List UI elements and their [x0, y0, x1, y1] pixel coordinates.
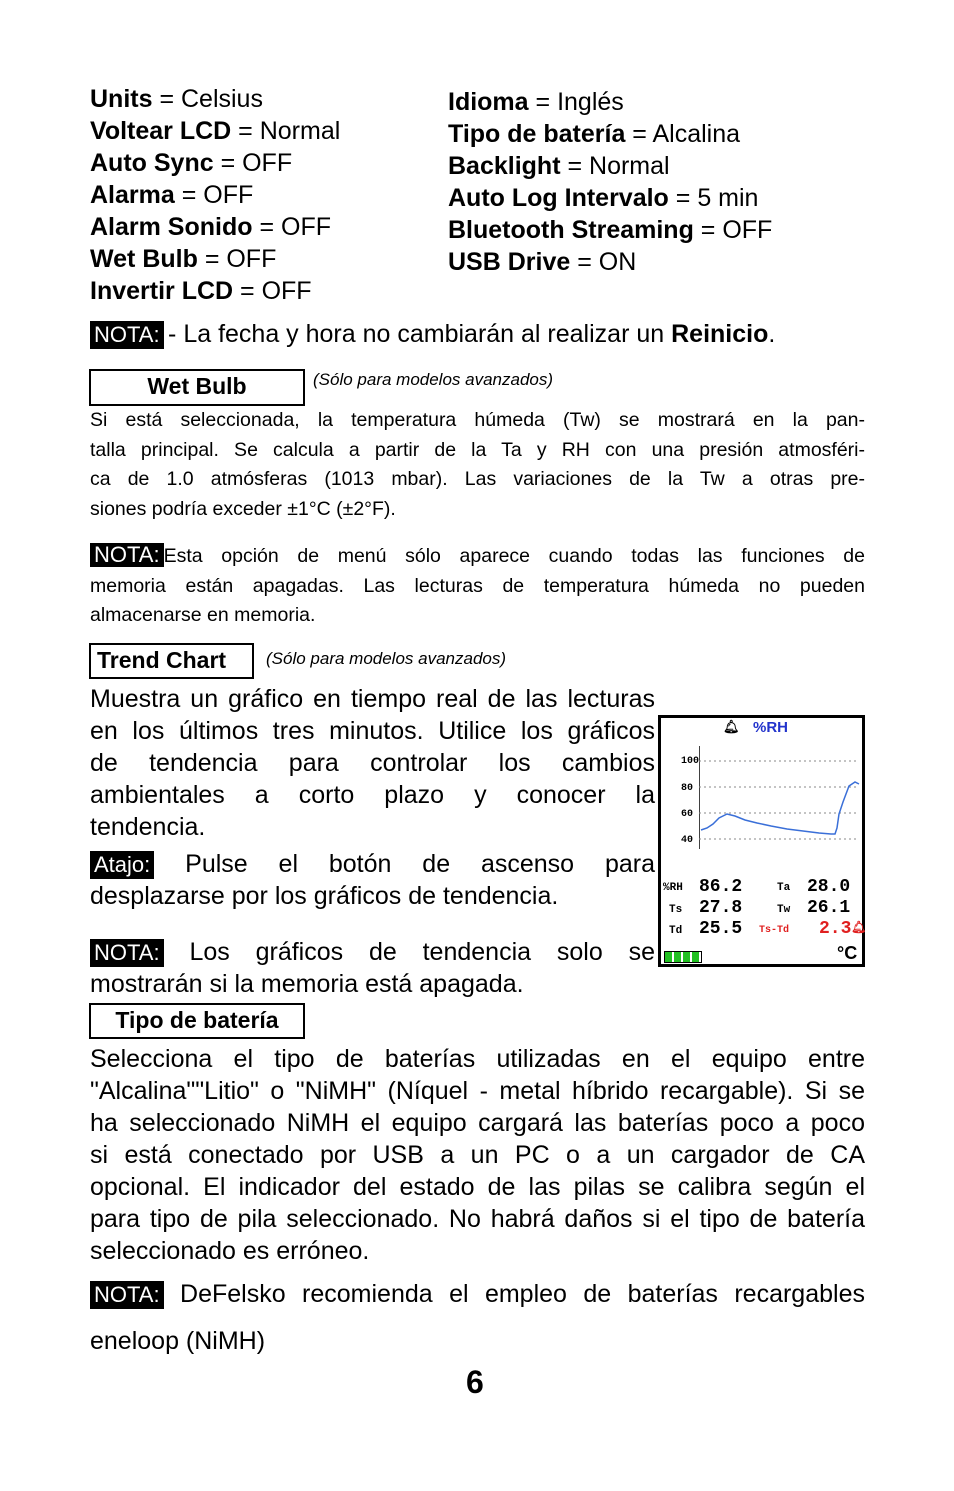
- reading-label: Ts-Td: [759, 925, 790, 936]
- reading-value: 25.5: [699, 919, 743, 939]
- section-title-trend-chart: Trend Chart: [89, 643, 254, 679]
- setting-item: Auto Sync = OFF: [90, 149, 293, 177]
- reading-label: Ta: [777, 882, 791, 894]
- section-title-battery: Tipo de batería: [89, 1003, 305, 1039]
- reading-label: Ts: [669, 904, 683, 916]
- reading-value: 2.3: [819, 919, 852, 939]
- advanced-models-hint: (Sólo para modelos avanzados): [266, 649, 507, 668]
- setting-item: Units = Celsius: [90, 85, 263, 113]
- reading-value: 86.2: [699, 877, 743, 897]
- setting-item: Backlight = Normal: [448, 152, 670, 180]
- setting-item: Idioma = Inglés: [448, 88, 624, 116]
- setting-item: Tipo de batería = Alcalina: [448, 120, 741, 148]
- gauge-lcd-screen: [658, 715, 865, 967]
- alarm-bell-icon: 🔔︎: [851, 921, 867, 935]
- note-reset: [90, 320, 775, 349]
- setting-item: Voltear LCD = Normal: [90, 117, 341, 145]
- note-tag: NOTA:: [90, 321, 164, 349]
- reading-value: 28.0: [807, 877, 851, 897]
- setting-item: Invertir LCD = OFF: [90, 277, 312, 305]
- reading-label: Td: [669, 925, 683, 937]
- page-number: 6: [466, 1364, 484, 1400]
- y-tick: 100: [681, 756, 700, 767]
- trend-note: NOTA: Los gráficos de tendencia solo se mostrarán si la memoria está apagada.: [90, 938, 655, 998]
- battery-note-line2: eneloop (NiMH): [90, 1327, 266, 1355]
- section-title-wet-bulb: Wet Bulb: [89, 369, 305, 406]
- wet-bulb-description: Si está seleccionada, la temperatura húmeda (Tw) se mostrará en la pan- talla principal. Se calcula a partir de la Ta y RH con una presión atmosféri- ca de 1.0 atmósferas (1013 mbar). Las variaciones de la Tw a otras pre- siones podría exceder ±1°C (±2°F).: [90, 409, 865, 520]
- reading-value: 26.1: [807, 898, 851, 918]
- bell-icon: 🔔︎: [723, 720, 740, 735]
- setting-item: USB Drive = ON: [448, 248, 637, 276]
- y-tick: 60: [681, 809, 694, 820]
- note-tag: NOTA:: [90, 939, 164, 967]
- shortcut-tag: Atajo:: [90, 851, 154, 879]
- note-tag: NOTA:: [90, 543, 164, 567]
- battery-description: Selecciona el tipo de baterías utilizadas en el equipo entre "Alcalina""Litio" o "NiMH" (Níquel - metal híbrido recargable). Si se ha seleccionado NiMH el equipo cargará las baterías poco a poco si está conectado por USB a un PC o a un cargador de CA opcional. El indicador del estado de las pilas se calibra según el para tipo de pila seleccionado. No habrá daños si el tipo de batería seleccionado es erróneo.: [90, 1045, 865, 1265]
- note-text: - La fecha y hora no cambiarán al realizar un Reinicio.: [168, 320, 776, 348]
- battery-note: NOTA: DeFelsko recomienda el empleo de baterías recargables: [90, 1278, 865, 1310]
- reading-label: %RH: [663, 882, 683, 894]
- settings-right: [448, 86, 772, 278]
- battery-icon: [664, 951, 702, 963]
- trend-shortcut: Atajo: Pulse el botón de ascenso para desplazarse por los gráficos de tendencia.: [90, 850, 655, 910]
- trend-graph: [699, 744, 863, 854]
- y-tick: 80: [681, 783, 694, 794]
- lcd-header: %RH: [753, 719, 789, 736]
- reading-label: Tw: [777, 904, 791, 916]
- setting-item: Alarma = OFF: [90, 181, 254, 209]
- note-tag: NOTA:: [90, 1281, 164, 1309]
- settings-left: [90, 83, 340, 307]
- setting-item: Auto Log Intervalo = 5 min: [448, 184, 759, 212]
- trend-description: Muestra un gráfico en tiempo real de las lecturas en los últimos tres minutos. Utilice los gráficos de tendencia para controlar los cambios ambientales a corto plazo y conocer la tendencia.: [90, 685, 655, 841]
- setting-item: Alarm Sonido = OFF: [90, 213, 331, 241]
- wet-bulb-note: NOTA: Esta opción de menú sólo aparece cuando todas las funciones de memoria están apagadas. Las lecturas de temperatura húmeda no pueden almacenarse en memoria.: [90, 542, 865, 626]
- setting-item: Wet Bulb = OFF: [90, 245, 277, 273]
- unit-label: °C: [837, 943, 858, 963]
- setting-item: Bluetooth Streaming = OFF: [448, 216, 773, 244]
- advanced-models-hint: (Sólo para modelos avanzados): [313, 370, 554, 389]
- y-tick: 40: [681, 835, 694, 846]
- reading-value: 27.8: [699, 898, 743, 918]
